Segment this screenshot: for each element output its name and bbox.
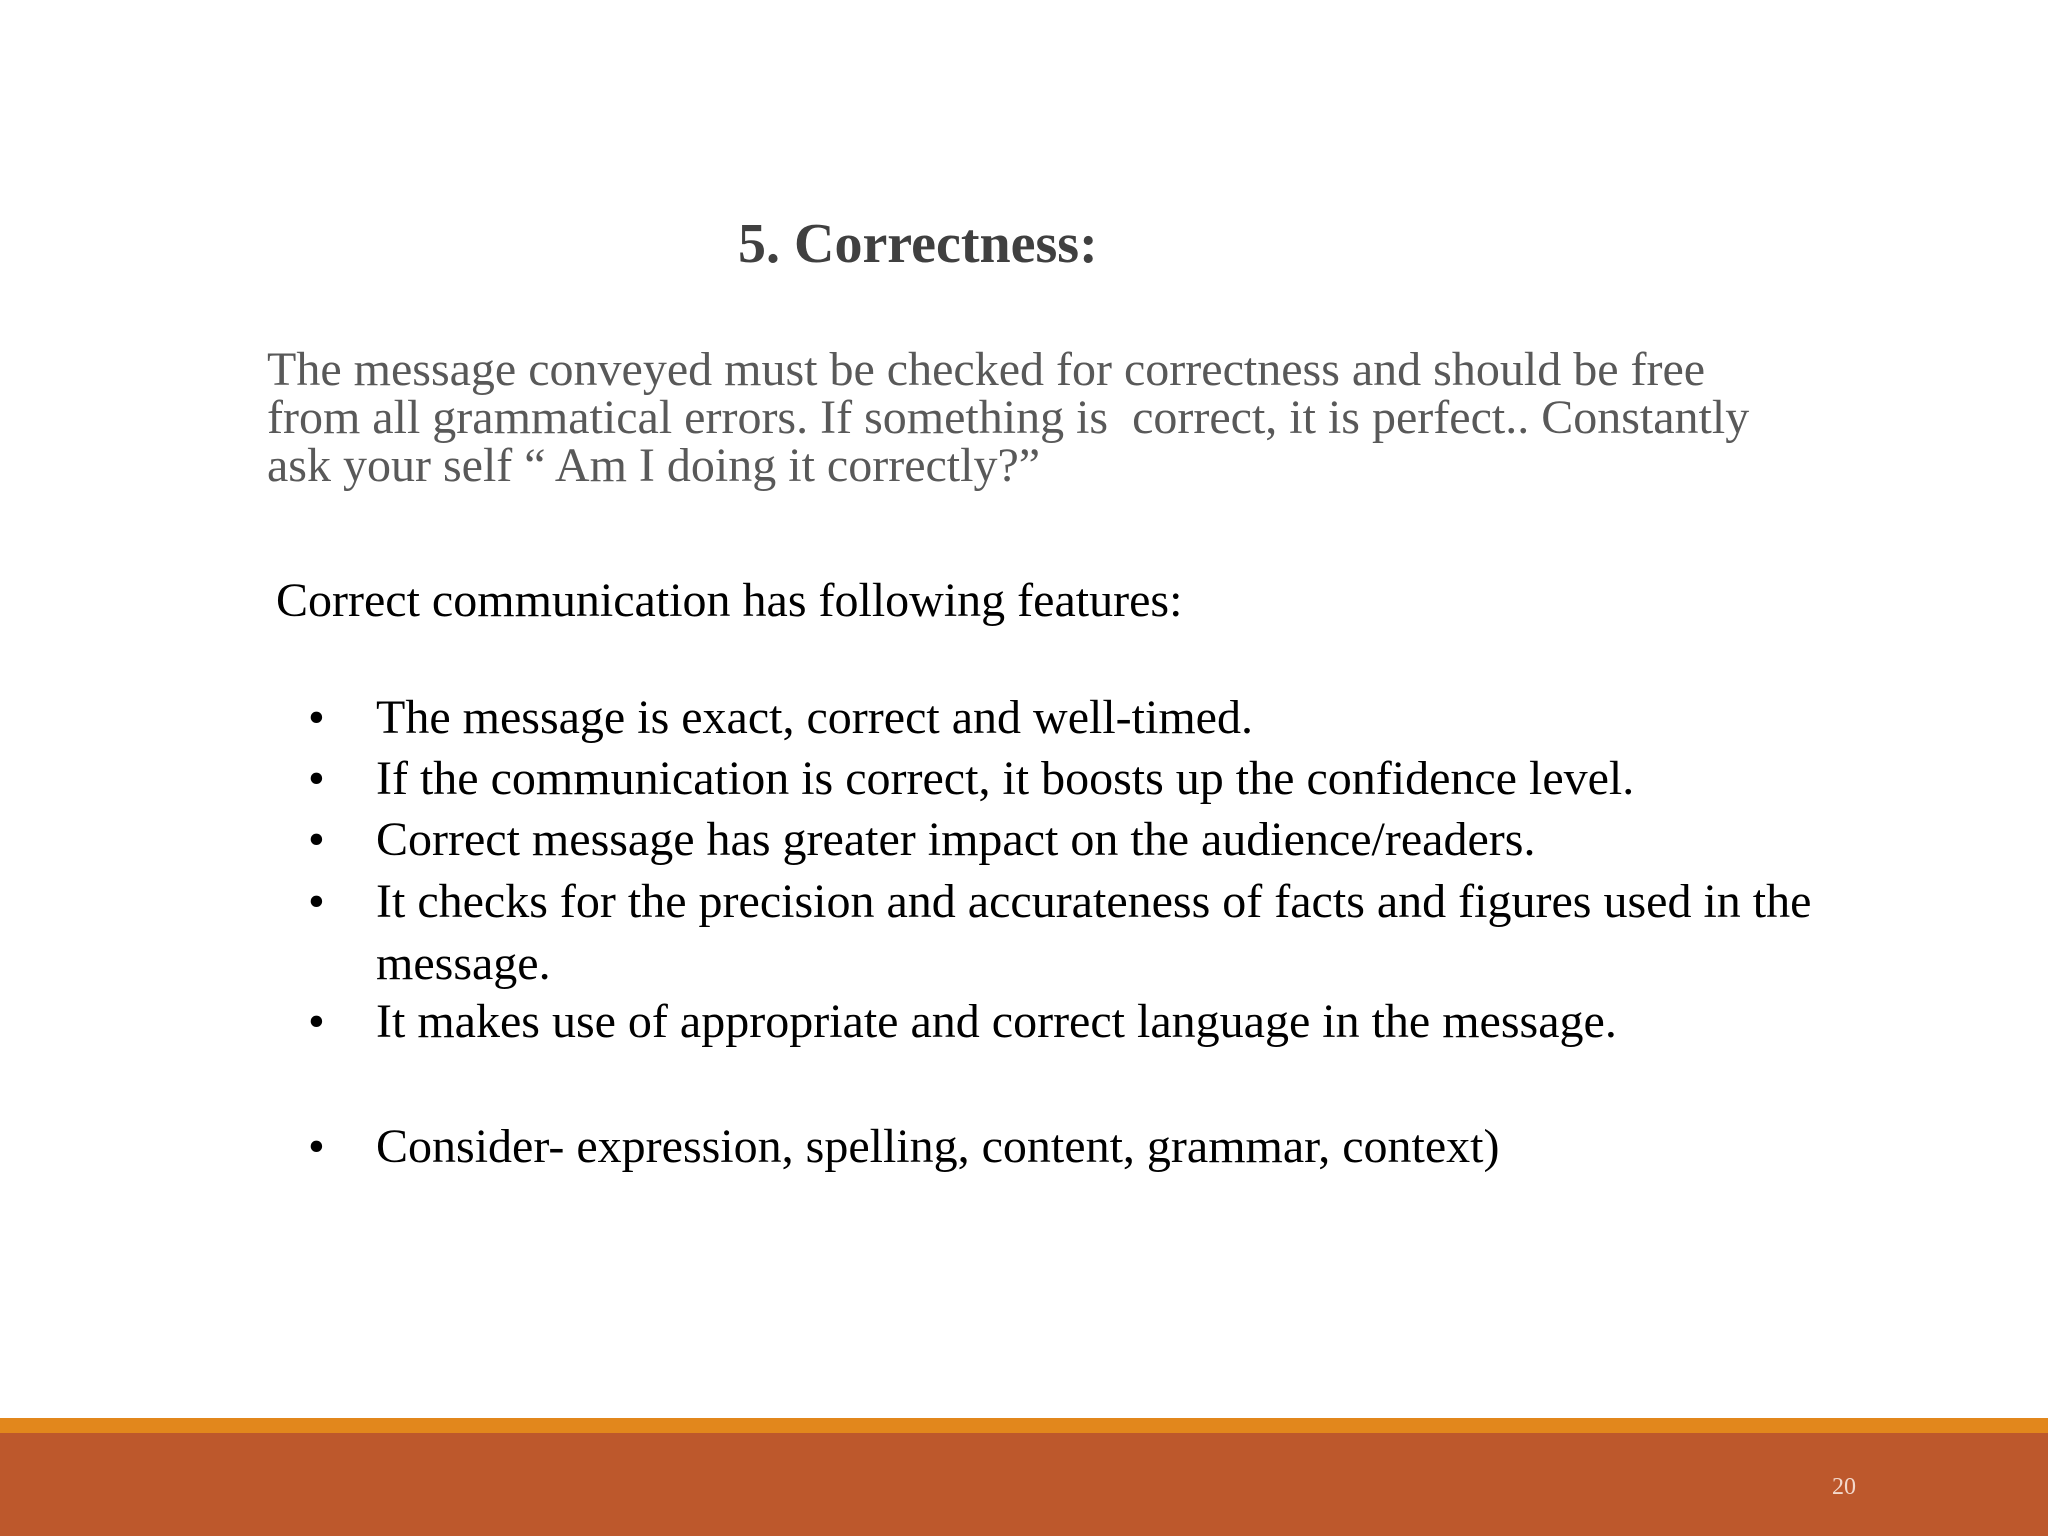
- features-heading: Correct communication has following features:: [276, 574, 1183, 627]
- bullet-icon: •: [308, 752, 325, 805]
- bullet-icon: •: [308, 995, 325, 1048]
- intro-paragraph: [267, 343, 1887, 492]
- bullet-icon: •: [308, 813, 325, 866]
- bullet-icon: •: [308, 875, 325, 928]
- list-item: [308, 991, 1946, 1053]
- slide-title: 5. Correctness:: [738, 213, 1098, 275]
- intro-line: The message conveyed must be checked for correctness and should be free: [267, 343, 1706, 396]
- list-item: [308, 1116, 1946, 1178]
- intro-line: ask your self “ Am I doing it correctly?”: [267, 439, 1041, 492]
- footer-accent-stripe: [0, 1418, 2048, 1433]
- list-item: [308, 809, 1946, 871]
- intro-line: from all grammatical errors. If something is correct, it is perfect.. Constantly: [267, 391, 1750, 444]
- bullet-icon: •: [308, 691, 325, 744]
- bullet-text: Correct message has greater impact on the audience/readers.: [376, 813, 1536, 866]
- list-item: [308, 871, 1946, 995]
- footer-bar: [0, 1433, 2048, 1536]
- bullet-text: It checks for the precision and accurateness of facts and figures used in the message.: [376, 875, 1812, 990]
- list-item: [308, 748, 1946, 810]
- bullet-text: Consider- expression, spelling, content, grammar, context): [376, 1120, 1500, 1173]
- bullet-text: The message is exact, correct and well-timed.: [376, 691, 1253, 744]
- list-item: [308, 687, 1946, 749]
- bullet-text: If the communication is correct, it boosts up the confidence level.: [376, 752, 1635, 805]
- bullet-icon: •: [308, 1120, 325, 1173]
- bullet-text: It makes use of appropriate and correct language in the message.: [376, 995, 1617, 1048]
- page-number: 20: [1832, 1474, 1856, 1500]
